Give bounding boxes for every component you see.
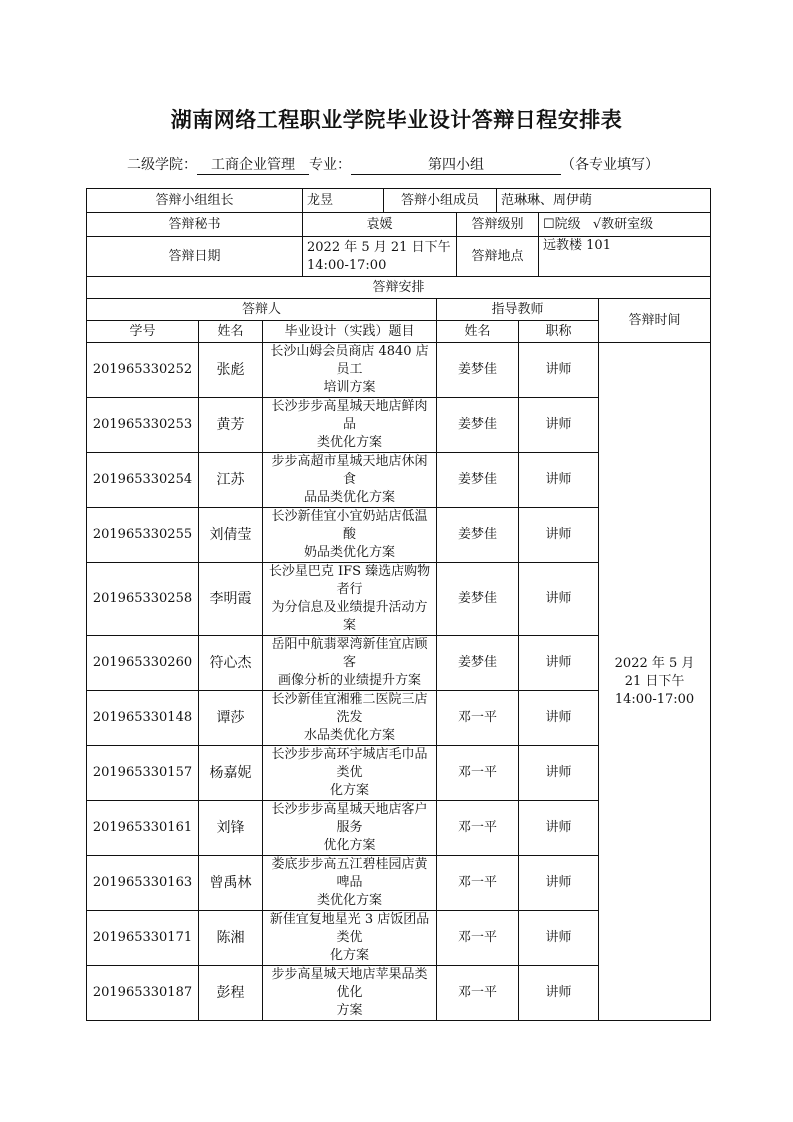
student-id: 201965330254 xyxy=(87,453,199,508)
student-name: 彭程 xyxy=(199,966,263,1021)
advisor-rank: 讲师 xyxy=(519,856,599,911)
student-name: 李明霞 xyxy=(199,563,263,636)
student-id: 201965330161 xyxy=(87,801,199,856)
defender-group-header: 答辩人 xyxy=(87,299,437,321)
student-name: 谭莎 xyxy=(199,691,263,746)
student-name: 陈湘 xyxy=(199,911,263,966)
thesis-topic xyxy=(263,343,437,398)
thesis-topic xyxy=(263,856,437,911)
advisor-name: 邓一平 xyxy=(437,746,519,801)
advisor-rank: 讲师 xyxy=(519,453,599,508)
advisor-group-header: 指导教师 xyxy=(437,299,599,321)
level-option-college: ☐院级 xyxy=(543,216,581,232)
student-name: 符心杰 xyxy=(199,636,263,691)
secretary-label: 答辩秘书 xyxy=(87,213,303,237)
level-option-department: √教研室级 xyxy=(592,216,654,232)
subtitle-line xyxy=(127,154,659,175)
thesis-topic-line2: 化方案 xyxy=(330,783,370,798)
time-column-header: 答辩时间 xyxy=(599,299,711,343)
advisor-name: 邓一平 xyxy=(437,856,519,911)
thesis-topic-line2: 画像分析的业绩提升方案 xyxy=(278,673,422,688)
advisor-rank: 讲师 xyxy=(519,911,599,966)
student-name: 江苏 xyxy=(199,453,263,508)
thesis-topic-line1: 长沙星巴克 IFS 臻选店购物者行 xyxy=(268,564,431,597)
members-label: 答辩小组成员 xyxy=(384,189,497,213)
advisor-rank: 讲师 xyxy=(519,563,599,636)
thesis-topic-line2: 方案 xyxy=(336,1003,363,1018)
col-topic: 毕业设计（实践）题目 xyxy=(263,321,437,343)
date-label: 答辩日期 xyxy=(87,237,303,277)
thesis-topic-line2: 培训方案 xyxy=(323,380,376,395)
student-id: 201965330157 xyxy=(87,746,199,801)
thesis-topic-line1: 长沙山姆会员商店 4840 店员工 xyxy=(270,344,429,377)
advisor-name: 姜梦佳 xyxy=(437,563,519,636)
advisor-rank: 讲师 xyxy=(519,801,599,856)
leader-label: 答辩小组组长 xyxy=(87,189,303,213)
arrangement-row xyxy=(87,277,711,299)
advisor-rank: 讲师 xyxy=(519,746,599,801)
thesis-topic xyxy=(263,563,437,636)
student-name: 张彪 xyxy=(199,343,263,398)
level-options xyxy=(539,213,711,237)
thesis-topic-line2: 优化方案 xyxy=(323,838,376,853)
thesis-topic-line2: 品品类优化方案 xyxy=(304,490,396,505)
advisor-rank: 讲师 xyxy=(519,691,599,746)
level-label: 答辩级别 xyxy=(457,213,539,237)
thesis-topic xyxy=(263,911,437,966)
thesis-topic-line1: 长沙步步高星城天地店鲜肉品 xyxy=(271,399,428,432)
date-value-line1: 2022 年 5 月 21 日下午 xyxy=(307,239,451,255)
advisor-name: 姜梦佳 xyxy=(437,508,519,563)
college-label: 二级学院： xyxy=(127,157,197,173)
thesis-topic-line1: 长沙步步高环宇城店毛巾品类优 xyxy=(271,747,428,780)
thesis-topic-line1: 娄底步步高五江碧桂园店黄啤品 xyxy=(271,857,428,890)
defense-time-line3: 14:00-17:00 xyxy=(614,691,695,707)
page-title: 湖南网络工程职业学院毕业设计答辩日程安排表 xyxy=(170,108,623,132)
thesis-topic-line1: 步步高星城天地店苹果品类优化 xyxy=(271,967,428,1000)
col-advisor-name: 姓名 xyxy=(437,321,519,343)
thesis-topic xyxy=(263,398,437,453)
student-id: 201965330163 xyxy=(87,856,199,911)
student-name: 曾禹林 xyxy=(199,856,263,911)
advisor-rank: 讲师 xyxy=(519,636,599,691)
advisor-name: 姜梦佳 xyxy=(437,398,519,453)
thesis-topic-line2: 奶品类优化方案 xyxy=(304,545,396,560)
leader-value: 龙昱 xyxy=(303,189,384,213)
student-id: 201965330252 xyxy=(87,343,199,398)
advisor-name: 邓一平 xyxy=(437,691,519,746)
thesis-topic-line1: 长沙步步高星城天地店客户服务 xyxy=(271,802,428,835)
table-row xyxy=(87,343,711,398)
thesis-topic-line1: 长沙新佳宜小宜奶站店低温酸 xyxy=(271,509,428,542)
student-id: 201965330171 xyxy=(87,911,199,966)
advisor-name: 姜梦佳 xyxy=(437,453,519,508)
advisor-rank: 讲师 xyxy=(519,398,599,453)
date-value xyxy=(303,237,457,277)
col-advisor-rank: 职称 xyxy=(519,321,599,343)
thesis-topic-line1: 步步高超市星城天地店休闲食 xyxy=(271,454,428,487)
advisor-name: 邓一平 xyxy=(437,966,519,1021)
thesis-topic xyxy=(263,746,437,801)
defense-time-line2: 21 日下午 xyxy=(624,673,685,689)
secretary-value: 袁媛 xyxy=(303,213,457,237)
defense-time-line1: 2022 年 5 月 xyxy=(614,655,695,671)
fill-note: （各专业填写） xyxy=(561,157,659,173)
thesis-topic-line1: 新佳宜复地星光 3 店饭团品类优 xyxy=(269,912,430,945)
thesis-topic-line1: 长沙新佳宜湘雅二医院三店洗发 xyxy=(271,692,428,725)
advisor-rank: 讲师 xyxy=(519,508,599,563)
student-id: 201965330187 xyxy=(87,966,199,1021)
college-value: 工商企业管理 xyxy=(197,156,309,175)
col-student-name: 姓名 xyxy=(199,321,263,343)
student-id: 201965330255 xyxy=(87,508,199,563)
advisor-rank: 讲师 xyxy=(519,343,599,398)
major-label: 专业： xyxy=(309,157,351,173)
student-name: 黄芳 xyxy=(199,398,263,453)
thesis-topic xyxy=(263,508,437,563)
defense-time xyxy=(599,343,711,1021)
secretary-row xyxy=(87,213,711,237)
student-id: 201965330148 xyxy=(87,691,199,746)
thesis-topic-line2: 类优化方案 xyxy=(317,435,383,450)
group-header-row xyxy=(87,299,711,321)
advisor-rank: 讲师 xyxy=(519,966,599,1021)
thesis-topic xyxy=(263,453,437,508)
student-name: 刘锋 xyxy=(199,801,263,856)
student-name: 杨嘉妮 xyxy=(199,746,263,801)
student-id: 201965330258 xyxy=(87,563,199,636)
arrangement-label: 答辩安排 xyxy=(87,277,711,299)
schedule-table xyxy=(86,188,711,1021)
place-label: 答辩地点 xyxy=(457,237,539,277)
members-value: 范琳琳、周伊萌 xyxy=(497,189,711,213)
student-id: 201965330253 xyxy=(87,398,199,453)
thesis-topic-line1: 岳阳中航翡翠湾新佳宜店顾客 xyxy=(271,637,428,670)
date-value-line2: 14:00-17:00 xyxy=(307,257,387,273)
thesis-topic-line2: 为分信息及业绩提升活动方案 xyxy=(271,600,428,633)
thesis-topic-line2: 水品类优化方案 xyxy=(304,728,396,743)
advisor-name: 邓一平 xyxy=(437,911,519,966)
date-row xyxy=(87,237,711,277)
advisor-name: 姜梦佳 xyxy=(437,343,519,398)
thesis-topic xyxy=(263,636,437,691)
thesis-topic-line2: 类优化方案 xyxy=(317,893,383,908)
advisor-name: 邓一平 xyxy=(437,801,519,856)
thesis-topic-line2: 化方案 xyxy=(330,948,370,963)
thesis-topic xyxy=(263,691,437,746)
col-student-id: 学号 xyxy=(87,321,199,343)
advisor-name: 姜梦佳 xyxy=(437,636,519,691)
major-value: 第四小组 xyxy=(351,156,561,175)
leader-row xyxy=(87,189,711,213)
student-name: 刘倩莹 xyxy=(199,508,263,563)
thesis-topic xyxy=(263,966,437,1021)
thesis-topic xyxy=(263,801,437,856)
student-id: 201965330260 xyxy=(87,636,199,691)
place-value: 远教楼 101 xyxy=(539,237,711,277)
